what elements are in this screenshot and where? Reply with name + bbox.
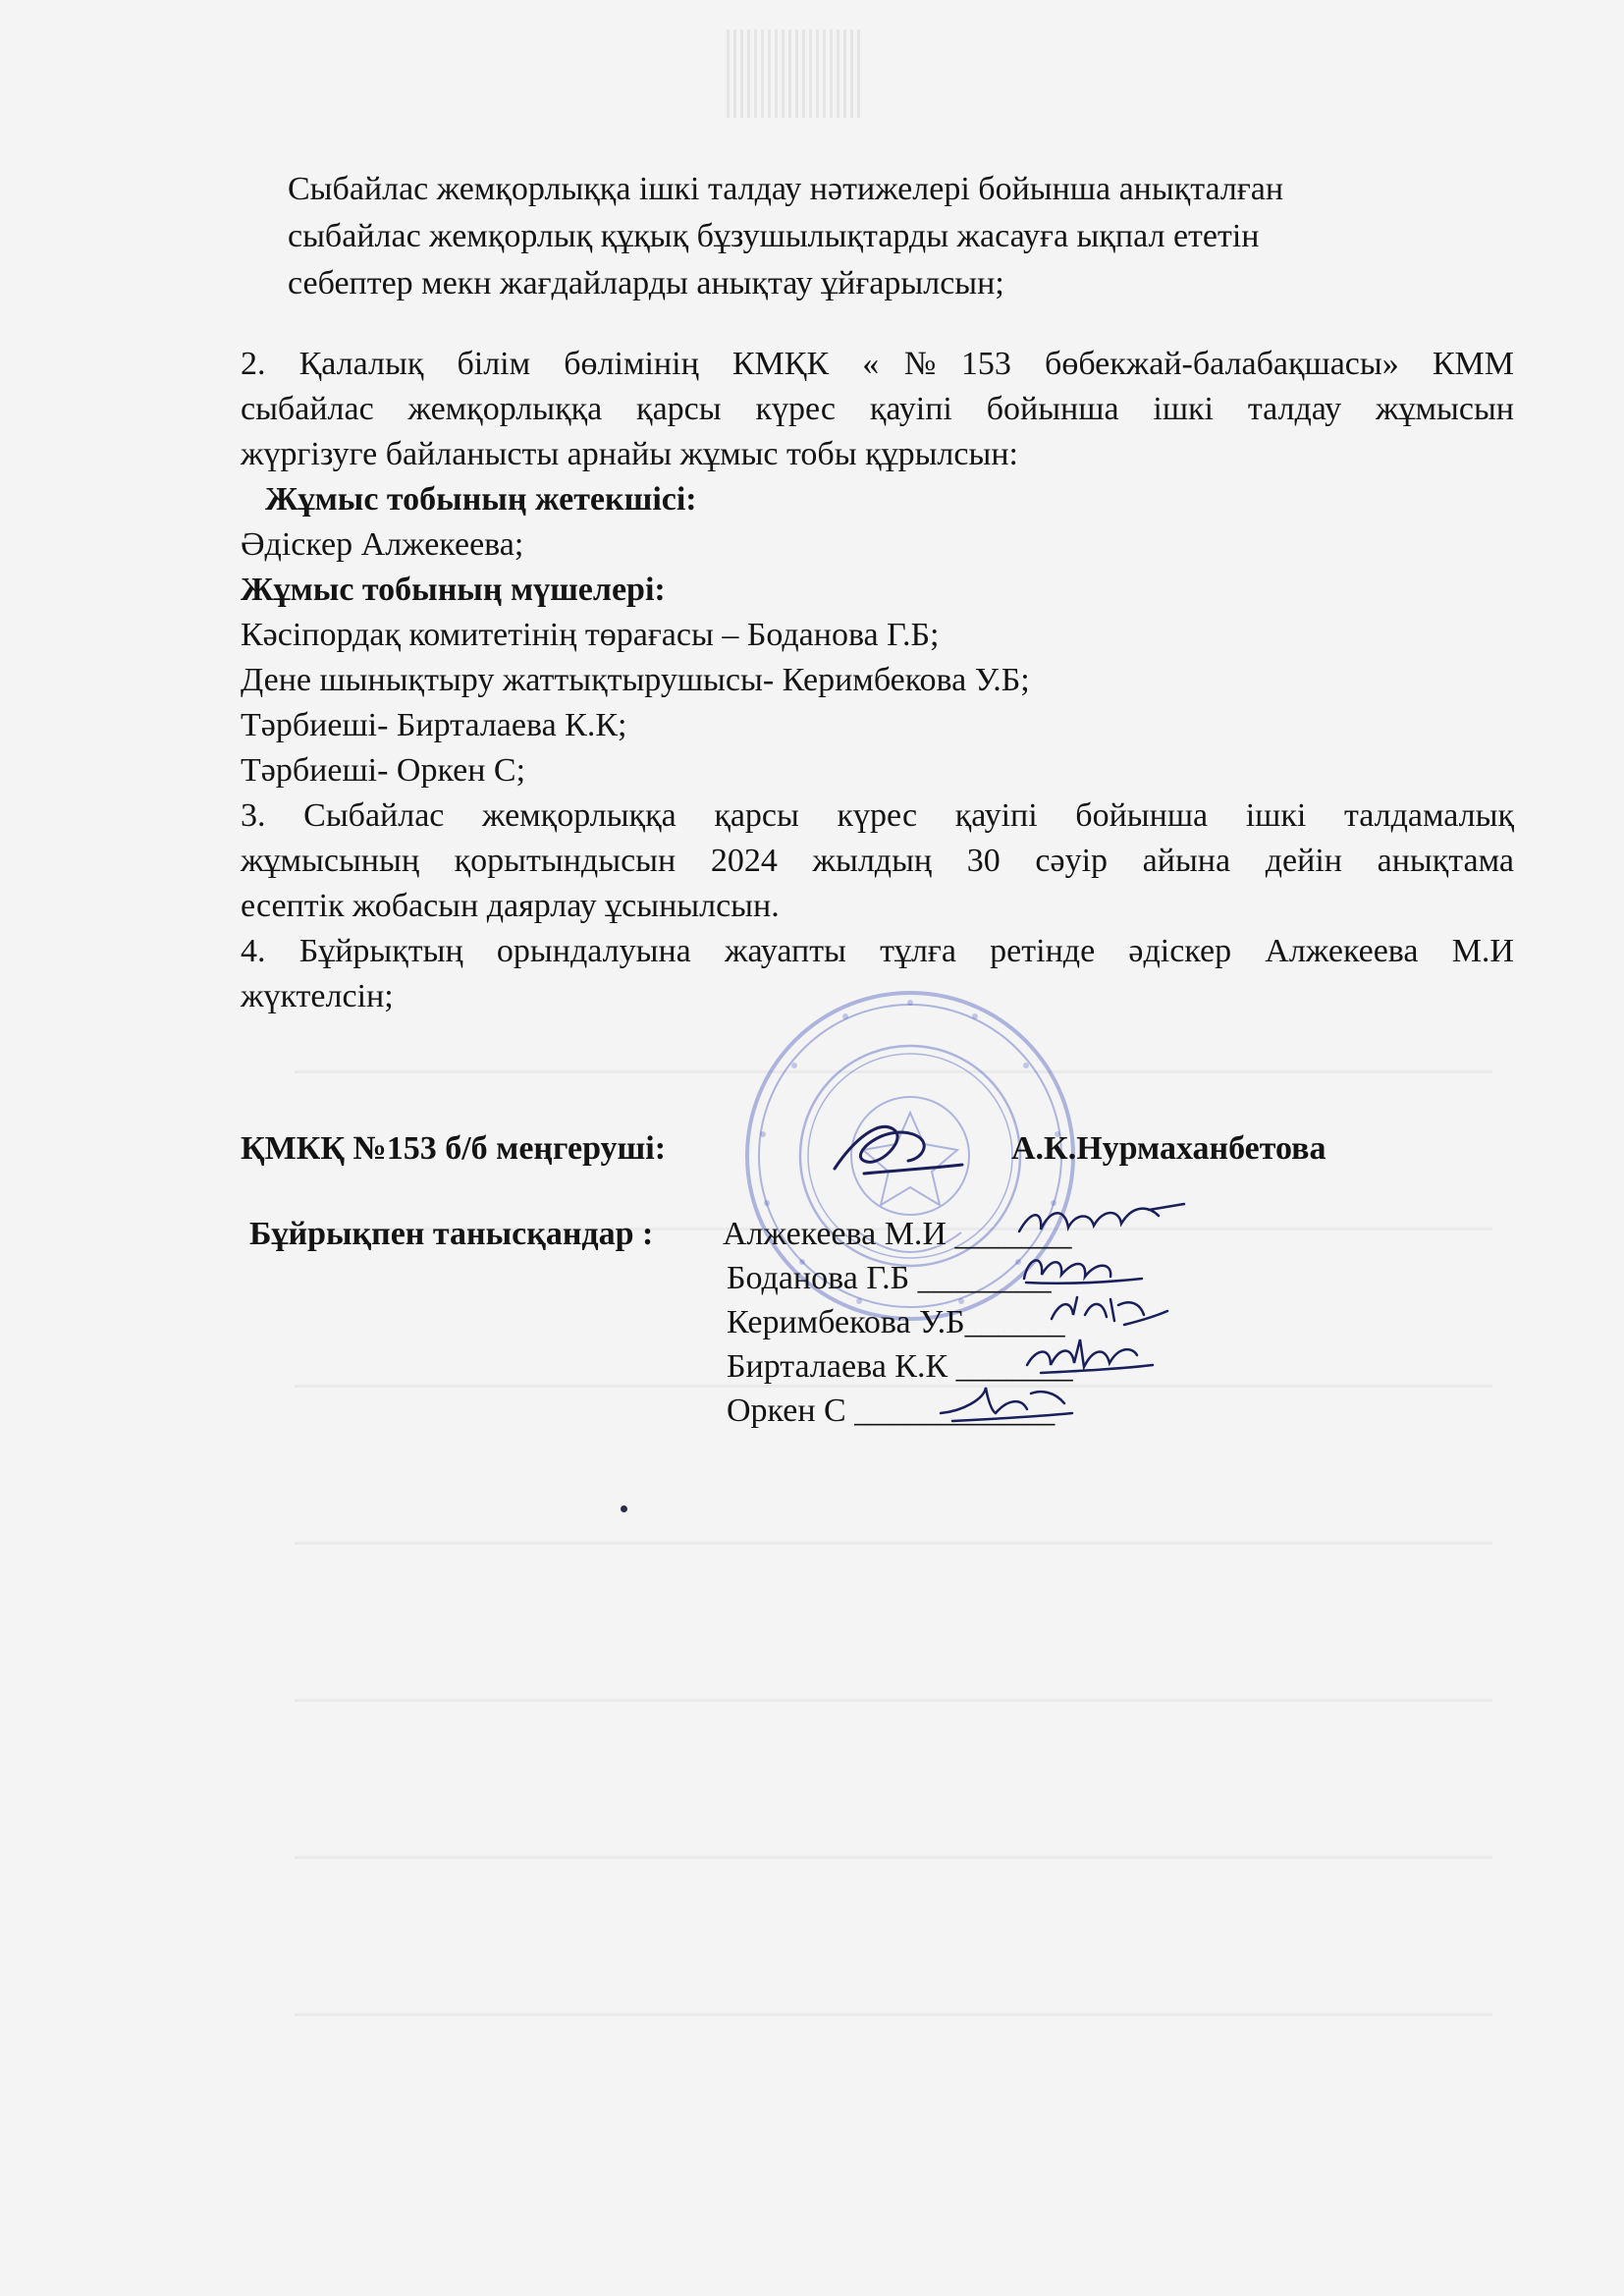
- item3-line-1: 3. Сыбайлас жемқорлыққа қарсы күрес қауіпі бойынша ішкі талдамалық: [241, 797, 1514, 834]
- member-1: Кәсіпордақ комитетінің төрағасы – Боданова Г.Б;: [241, 617, 940, 653]
- item3-line-2: жұмысының қорытындысын 2024 жылдың 30 сәуір айына дейін анықтама: [241, 843, 1514, 879]
- leader-heading: Жұмыс тобының жетекшісі:: [265, 481, 697, 518]
- director-signature: [825, 1100, 972, 1188]
- intro-line-2: сыбайлас жемқорлық құқық бұзушылықтарды жасауға ықпал ететін: [288, 218, 1260, 254]
- acquainted-person-3: Керимбекова У.Б______: [727, 1304, 1065, 1340]
- acquainted-label: Бұйрықпен танысқандар :: [249, 1216, 654, 1252]
- scan-artifact: [727, 29, 864, 118]
- item3-line-3: есептік жобасын даярлау ұсынылсын.: [241, 888, 780, 924]
- signature-position: ҚМКҚ №153 б/б меңгеруші:: [241, 1130, 667, 1167]
- signature-name: А.К.Нурмаханбетова: [1011, 1130, 1326, 1167]
- item2-line-2: сыбайлас жемқорлыққа қарсы күрес қауіпі бойынша ішкі талдау жұмысын: [241, 391, 1514, 427]
- leader-name: Әдіскер Алжекеева;: [241, 526, 524, 563]
- member-4: Тәрбиеші- Оркен С;: [241, 752, 526, 789]
- acquainted-person-1: Алжекеева М.И _______: [723, 1216, 1072, 1252]
- item4-line-2: жүктелсін;: [241, 978, 394, 1014]
- member-2: Дене шынықтыру жаттықтырушысы- Керимбекова У.Б;: [241, 662, 1030, 698]
- intro-line-3: себептер мекн жағдайларды анықтау ұйғарылсын;: [288, 265, 1004, 301]
- member-3: Тәрбиеші- Бирталаева К.К;: [241, 707, 627, 743]
- intro-line-1: Сыбайлас жемқорлыққа ішкі талдау нәтижелері бойынша анықталған: [288, 171, 1284, 207]
- item2-line-1: 2. Қалалық білім бөлімінің КМҚК «№153 бөбекжай-балабақшасы» КММ: [241, 346, 1514, 382]
- ink-dot: [621, 1505, 627, 1512]
- item4-line-1: 4. Бұйрықтың орындалуына жауапты тұлға ретінде әдіскер Алжекеева М.И: [241, 933, 1514, 969]
- handwritten-signature-5: [933, 1370, 1080, 1429]
- item2-line-3: жүргізуге байланысты арнайы жұмыс тобы құрылсын:: [241, 436, 1018, 472]
- members-heading: Жұмыс тобының мүшелері:: [241, 572, 666, 608]
- acquainted-person-5: Оркен С ____________: [727, 1393, 1056, 1429]
- acquainted-person-2: Боданова Г.Б ________: [727, 1260, 1052, 1296]
- acquainted-person-4: Бирталаева К.К _______: [727, 1348, 1073, 1385]
